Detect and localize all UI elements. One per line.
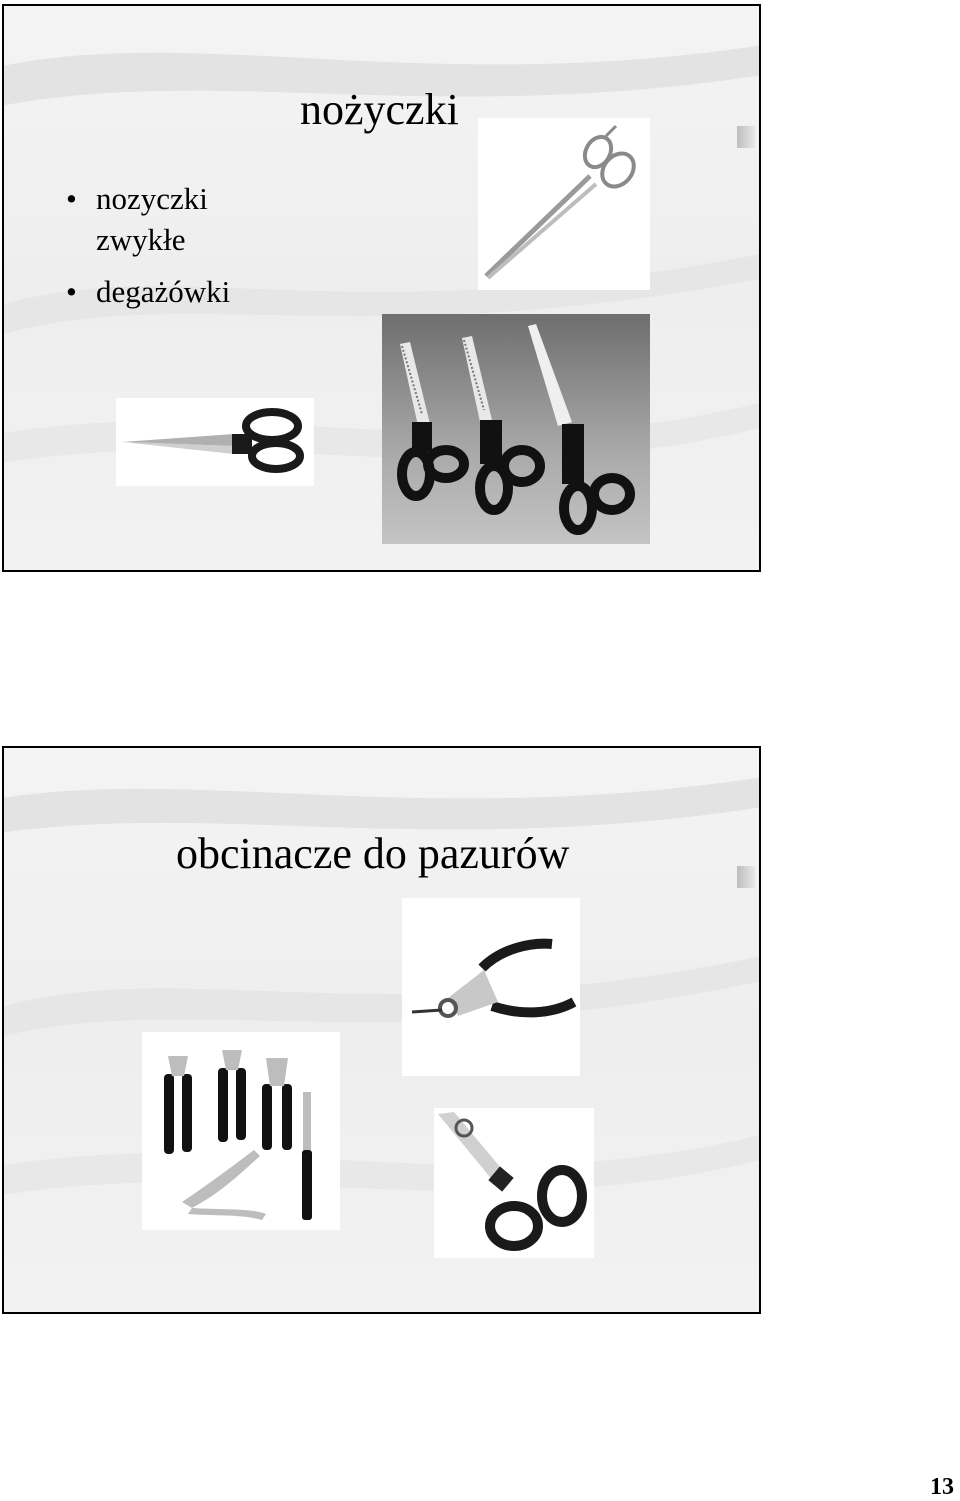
small-scissors-photo (116, 398, 314, 486)
bullet-item: • degażówki (66, 271, 286, 312)
bullet-list (66, 178, 286, 323)
slide-tab-mark (737, 126, 755, 148)
page-number: 13 (930, 1474, 954, 1500)
nail-clipper-set-photo (142, 1032, 340, 1230)
bullet-item: • nozyczki zwykłe (66, 178, 286, 260)
slide-title: obcinacze do pazurów (176, 829, 570, 878)
scissor-nail-clipper-photo (434, 1108, 594, 1258)
slide-scissors (2, 4, 761, 572)
slide-nail-clippers (2, 746, 761, 1314)
thinning-shears-set-photo (382, 314, 650, 544)
slide-title: nożyczki (300, 85, 459, 134)
bullet-icon: • (66, 181, 77, 216)
guillotine-nail-clipper-photo (402, 898, 580, 1076)
slide-tab-mark (737, 866, 755, 888)
bullet-icon: • (66, 274, 77, 309)
straight-scissors-photo (478, 118, 650, 290)
